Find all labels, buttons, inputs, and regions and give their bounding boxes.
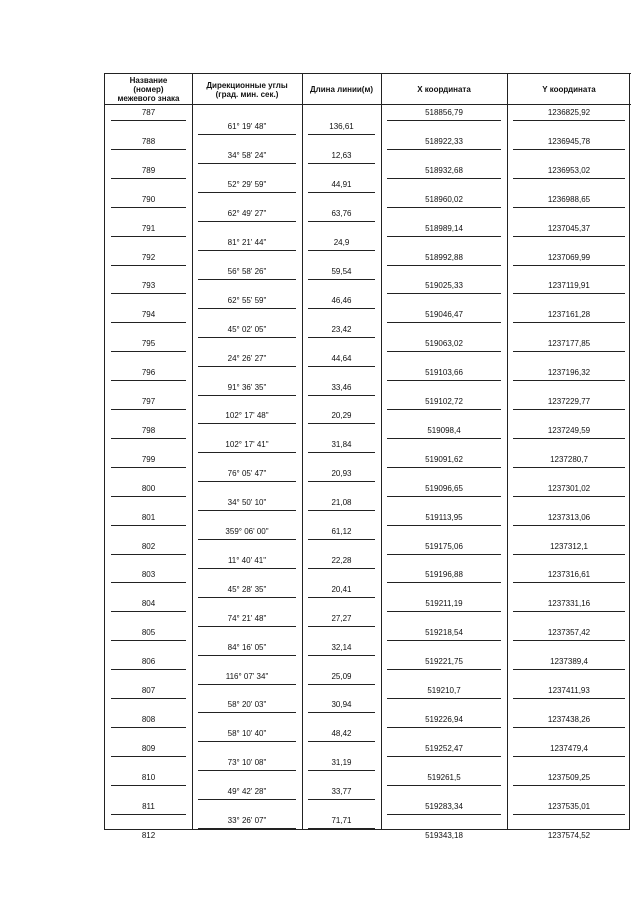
row-rule xyxy=(308,221,375,222)
row-rule xyxy=(387,669,501,670)
row-rule xyxy=(198,626,296,627)
point-name: 797 xyxy=(141,397,156,406)
x-coordinate: 519098,4 xyxy=(427,425,461,435)
row-rule xyxy=(111,120,186,121)
y-coordinate: 1237331,16 xyxy=(547,599,591,609)
x-coordinate: 519103,66 xyxy=(425,368,463,378)
row-rule xyxy=(308,799,375,800)
y-coordinate: 1237574,52 xyxy=(547,830,591,840)
y-coordinate: 1237119,91 xyxy=(548,281,590,291)
bearing-angle: 58° 20' 03" xyxy=(227,700,267,710)
row-rule xyxy=(198,395,296,396)
bearing-angle: 33° 26' 07" xyxy=(227,816,267,826)
row-rule xyxy=(513,611,625,612)
x-coordinate: 519210,7 xyxy=(427,686,461,695)
row-rule xyxy=(387,438,501,439)
row-rule xyxy=(111,149,186,150)
line-length: 59,54 xyxy=(331,266,352,276)
point-name: 794 xyxy=(141,310,156,320)
row-rule xyxy=(111,380,186,381)
row-rule xyxy=(513,785,625,786)
row-rule xyxy=(111,669,186,670)
line-length: 27,27 xyxy=(331,613,352,623)
x-coordinate: 519063,02 xyxy=(425,339,463,349)
row-rule xyxy=(387,265,501,266)
row-rule xyxy=(198,510,296,511)
row-rule xyxy=(198,279,296,280)
row-rule xyxy=(111,265,186,266)
x-coordinate: 518960,02 xyxy=(425,194,463,204)
row-rule xyxy=(198,481,296,482)
y-coordinate: 1237229,77 xyxy=(547,397,591,406)
line-length: 71,71 xyxy=(331,816,352,826)
x-coordinate: 519091,62 xyxy=(425,454,463,464)
header-x: X координата xyxy=(417,85,471,94)
line-length: 25,09 xyxy=(331,671,352,681)
row-rule xyxy=(111,525,186,526)
row-rule xyxy=(513,756,625,757)
bearing-angle: 102° 17' 48" xyxy=(225,411,269,421)
row-rule xyxy=(308,192,375,193)
row-rule xyxy=(513,640,625,641)
x-coordinate: 519025,33 xyxy=(425,281,463,291)
x-coordinate: 518992,88 xyxy=(425,252,463,262)
bearing-angle: 84° 16' 05" xyxy=(227,642,267,652)
row-rule xyxy=(198,221,296,222)
point-name: 801 xyxy=(141,512,156,522)
y-coordinate: 1237357,42 xyxy=(547,628,591,638)
bearing-angle: 56° 58' 26" xyxy=(227,266,267,276)
y-coordinate: 1237411,93 xyxy=(548,686,590,695)
line-length: 63,76 xyxy=(331,209,352,219)
row-rule xyxy=(111,554,186,555)
table-header xyxy=(105,73,631,105)
bearing-angle: 62° 55' 59" xyxy=(227,295,267,305)
row-rule xyxy=(387,409,501,410)
point-name: 808 xyxy=(141,714,156,724)
row-rule xyxy=(387,380,501,381)
row-rule xyxy=(308,655,375,656)
point-name: 802 xyxy=(141,541,156,551)
y-coordinate: 1237161,28 xyxy=(547,310,591,320)
row-rule xyxy=(513,322,625,323)
line-length: 136,61 xyxy=(329,122,354,132)
row-rule xyxy=(387,149,501,150)
bearing-angle: 24° 26' 27" xyxy=(227,353,267,363)
point-name: 810 xyxy=(141,772,156,782)
row-rule xyxy=(308,337,375,338)
y-coordinate: 1237509,25 xyxy=(547,772,591,782)
row-rule xyxy=(387,467,501,468)
row-rule xyxy=(387,611,501,612)
point-name: 805 xyxy=(141,628,156,638)
point-name: 800 xyxy=(141,483,156,493)
row-rule xyxy=(513,351,625,352)
row-rule xyxy=(513,409,625,410)
row-rule xyxy=(308,828,375,829)
row-rule xyxy=(198,655,296,656)
point-name: 792 xyxy=(141,252,156,262)
row-rule xyxy=(198,452,296,453)
row-rule xyxy=(198,423,296,424)
row-rule xyxy=(198,741,296,742)
row-rule xyxy=(513,727,625,728)
row-rule xyxy=(111,236,186,237)
line-length: 20,93 xyxy=(331,469,352,479)
row-rule xyxy=(387,727,501,728)
y-coordinate: 1236988,65 xyxy=(547,194,591,204)
row-rule xyxy=(308,250,375,251)
row-rule xyxy=(198,192,296,193)
x-coordinate: 519211,19 xyxy=(425,599,463,609)
y-coordinate: 1237313,06 xyxy=(547,512,591,522)
row-rule xyxy=(513,496,625,497)
bearing-angle: 81° 21' 44" xyxy=(227,238,267,248)
y-coordinate: 1237280,7 xyxy=(550,454,588,464)
row-rule xyxy=(111,322,186,323)
row-rule xyxy=(111,178,186,179)
row-rule xyxy=(387,582,501,583)
line-length: 33,77 xyxy=(331,787,352,797)
line-length: 12,63 xyxy=(331,151,352,161)
row-rule xyxy=(308,395,375,396)
y-coordinate: 1237249,59 xyxy=(547,425,591,435)
row-rule xyxy=(387,554,501,555)
x-coordinate: 519102,72 xyxy=(425,397,463,406)
line-length: 32,14 xyxy=(331,642,352,652)
row-rule xyxy=(513,582,625,583)
row-rule xyxy=(308,770,375,771)
bearing-angle: 91° 36' 35" xyxy=(227,382,267,392)
x-coordinate: 519252,47 xyxy=(425,743,463,753)
row-rule xyxy=(111,698,186,699)
x-coordinate: 519218,54 xyxy=(425,628,463,638)
header-angle: Дирекционные углы (град. мин. сек.) xyxy=(206,80,288,99)
point-name: 804 xyxy=(141,599,156,609)
row-rule xyxy=(198,134,296,135)
row-rule xyxy=(513,669,625,670)
row-rule xyxy=(111,785,186,786)
row-rule xyxy=(111,293,186,294)
row-rule xyxy=(111,207,186,208)
line-length: 20,41 xyxy=(331,584,352,594)
row-rule xyxy=(387,640,501,641)
row-rule xyxy=(111,611,186,612)
row-rule xyxy=(513,814,625,815)
row-rule xyxy=(387,351,501,352)
y-coordinate: 1237535,01 xyxy=(547,801,591,811)
y-coordinate: 1237177,85 xyxy=(547,339,591,349)
row-rule xyxy=(387,207,501,208)
header-name: Название (номер) межевого знака xyxy=(117,76,180,103)
point-name: 799 xyxy=(141,454,156,464)
line-length: 21,08 xyxy=(331,498,352,508)
row-rule xyxy=(198,366,296,367)
bearing-angle: 61° 19' 48" xyxy=(227,122,267,132)
x-coordinate: 519046,47 xyxy=(425,310,463,320)
row-rule xyxy=(198,770,296,771)
row-rule xyxy=(513,207,625,208)
x-coordinate: 519196,88 xyxy=(425,570,463,580)
point-name: 796 xyxy=(141,368,156,378)
row-rule xyxy=(513,554,625,555)
row-rule xyxy=(308,597,375,598)
row-rule xyxy=(308,539,375,540)
y-coordinate: 1237312,1 xyxy=(550,541,588,551)
y-coordinate: 1237479,4 xyxy=(550,743,588,753)
line-length: 31,19 xyxy=(331,758,352,768)
bearing-angle: 45° 02' 05" xyxy=(227,324,267,334)
x-coordinate: 519113,95 xyxy=(425,512,463,522)
bearing-angle: 34° 50' 10" xyxy=(227,498,267,508)
row-rule xyxy=(111,727,186,728)
row-rule xyxy=(308,741,375,742)
y-coordinate: 1237438,26 xyxy=(547,714,591,724)
row-rule xyxy=(198,250,296,251)
row-rule xyxy=(198,163,296,164)
point-name: 793 xyxy=(141,281,156,291)
row-rule xyxy=(111,640,186,641)
bearing-angle: 11° 40' 41" xyxy=(227,555,267,565)
row-rule xyxy=(387,698,501,699)
row-rule xyxy=(387,756,501,757)
row-rule xyxy=(387,236,501,237)
row-rule xyxy=(513,467,625,468)
coordinates-sheet xyxy=(104,73,630,840)
row-rule xyxy=(387,814,501,815)
row-rule xyxy=(111,756,186,757)
row-rule xyxy=(198,597,296,598)
row-rule xyxy=(513,120,625,121)
point-name: 807 xyxy=(141,686,156,695)
row-rule xyxy=(513,698,625,699)
row-rule xyxy=(308,279,375,280)
point-name: 789 xyxy=(141,165,156,175)
row-rule xyxy=(198,712,296,713)
y-coordinate: 1236953,02 xyxy=(547,165,591,175)
header-y: Y координата xyxy=(542,85,596,94)
bearing-angle: 116° 07' 34" xyxy=(225,671,269,681)
row-rule xyxy=(111,467,186,468)
x-coordinate: 518856,79 xyxy=(425,108,463,117)
row-rule xyxy=(198,337,296,338)
line-length: 22,28 xyxy=(331,555,352,565)
point-name: 806 xyxy=(141,657,156,667)
row-rule xyxy=(513,178,625,179)
x-coordinate: 519261,5 xyxy=(427,772,461,782)
x-coordinate: 519343,18 xyxy=(425,830,463,840)
y-coordinate: 1237301,02 xyxy=(547,483,591,493)
row-rule xyxy=(387,496,501,497)
row-rule xyxy=(308,452,375,453)
point-name: 812 xyxy=(141,830,156,840)
row-rule xyxy=(387,178,501,179)
point-name: 798 xyxy=(141,425,156,435)
x-coordinate: 519226,94 xyxy=(425,714,463,724)
row-rule xyxy=(111,351,186,352)
row-rule xyxy=(387,120,501,121)
row-rule xyxy=(111,496,186,497)
y-coordinate: 1236825,92 xyxy=(547,108,591,117)
row-rule xyxy=(111,438,186,439)
row-rule xyxy=(513,236,625,237)
row-rule xyxy=(387,525,501,526)
line-length: 20,29 xyxy=(331,411,352,421)
bearing-angle: 62° 49' 27" xyxy=(227,209,267,219)
bearing-angle: 58° 10' 40" xyxy=(227,729,267,739)
row-rule xyxy=(513,149,625,150)
line-length: 44,64 xyxy=(331,353,352,363)
point-name: 790 xyxy=(141,194,156,204)
row-rule xyxy=(198,684,296,685)
row-rule xyxy=(513,380,625,381)
y-coordinate: 1237045,37 xyxy=(547,223,591,233)
row-rule xyxy=(308,481,375,482)
x-coordinate: 518932,68 xyxy=(425,165,463,175)
header-length: Длина линии(м) xyxy=(309,85,374,94)
point-name: 803 xyxy=(141,570,156,580)
bearing-angle: 102° 17' 41" xyxy=(225,440,269,450)
row-rule xyxy=(111,814,186,815)
y-coordinate: 1237316,61 xyxy=(547,570,591,580)
point-name: 795 xyxy=(141,339,156,349)
line-length: 44,91 xyxy=(331,180,352,190)
bearing-angle: 45° 28' 35" xyxy=(227,584,267,594)
row-rule xyxy=(198,828,296,829)
x-coordinate: 519096,65 xyxy=(425,483,463,493)
line-length: 31,84 xyxy=(331,440,352,450)
row-rule xyxy=(198,539,296,540)
line-length: 48,42 xyxy=(331,729,352,739)
x-coordinate: 519221,75 xyxy=(425,657,463,667)
row-rule xyxy=(198,308,296,309)
line-length: 46,46 xyxy=(331,295,352,305)
row-rule xyxy=(308,684,375,685)
x-coordinate: 519175,06 xyxy=(425,541,463,551)
x-coordinate: 518922,33 xyxy=(425,136,463,146)
row-rule xyxy=(513,265,625,266)
line-length: 23,42 xyxy=(331,324,352,334)
row-rule xyxy=(308,423,375,424)
bearing-angle: 73° 10' 08" xyxy=(227,758,267,768)
bearing-angle: 76° 05' 47" xyxy=(227,469,267,479)
row-rule xyxy=(513,293,625,294)
row-rule xyxy=(308,366,375,367)
row-rule xyxy=(387,293,501,294)
point-name: 791 xyxy=(141,223,156,233)
row-rule xyxy=(308,134,375,135)
row-rule xyxy=(308,568,375,569)
bearing-angle: 52° 29' 59" xyxy=(227,180,267,190)
row-rule xyxy=(308,712,375,713)
row-rule xyxy=(198,568,296,569)
point-name: 787 xyxy=(141,108,156,117)
bearing-angle: 49° 42' 28" xyxy=(227,787,267,797)
row-rule xyxy=(308,626,375,627)
row-rule xyxy=(513,525,625,526)
line-length: 24,9 xyxy=(333,238,350,248)
x-coordinate: 518989,14 xyxy=(425,223,463,233)
bearing-angle: 34° 58' 24" xyxy=(227,151,267,161)
point-name: 811 xyxy=(142,801,155,811)
line-length: 33,46 xyxy=(331,382,352,392)
bearing-angle: 74° 21' 48" xyxy=(227,613,267,623)
y-coordinate: 1236945,78 xyxy=(547,136,591,146)
row-rule xyxy=(198,799,296,800)
row-rule xyxy=(387,785,501,786)
coordinates-table xyxy=(104,73,630,840)
y-coordinate: 1237389,4 xyxy=(550,657,588,667)
row-rule xyxy=(308,510,375,511)
row-rule xyxy=(308,308,375,309)
row-rule xyxy=(308,163,375,164)
row-rule xyxy=(387,322,501,323)
line-length: 30,94 xyxy=(331,700,352,710)
line-length: 61,12 xyxy=(331,527,352,537)
x-coordinate: 519283,34 xyxy=(425,801,463,811)
bearing-angle: 359° 06' 00" xyxy=(225,527,269,537)
row-rule xyxy=(513,438,625,439)
point-name: 809 xyxy=(141,743,156,753)
point-name: 788 xyxy=(141,136,156,146)
y-coordinate: 1237069,99 xyxy=(547,252,591,262)
y-coordinate: 1237196,32 xyxy=(547,368,591,378)
row-rule xyxy=(111,582,186,583)
row-rule xyxy=(111,409,186,410)
